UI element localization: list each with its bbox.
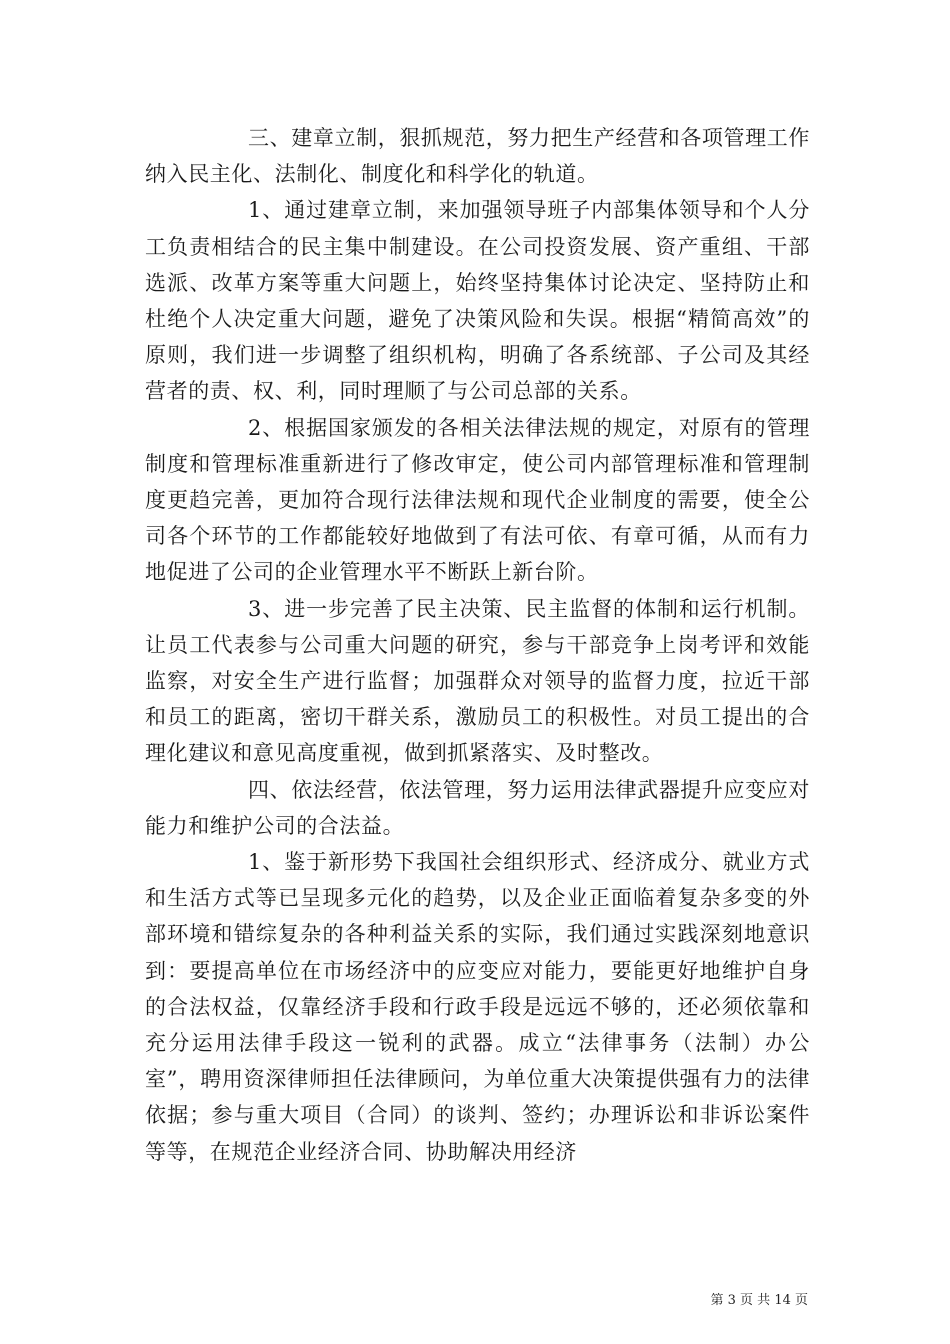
page-number: 第 3 页 共 14 页 bbox=[710, 1293, 808, 1308]
section-heading-4: 四、依法经营，依法管理，努力运用法律武器提升应变应对能力和维护公司的合法益。 bbox=[145, 777, 810, 838]
paragraph: 1、鉴于新形势下我国社会组织形式、经济成分、就业方式和生活方式等已呈现多元化的趋势，以及企业正面临着复杂多变的外部环境和错综复杂的各种利益关系的实际，我们通过实践深刻地意识到：要提高单位在市场经济中的应变应对能力，要能更好地维护自身的合法权益，仅靠经济手段和行政手段是远远不够的，还必须依靠和充分运用法律手段这一锐利的武器。成立“法律事务（法制）办公室”，聘用资深律师担任法律顾问，为单位重大决策提供强有力的法律依据；参与重大项目（合同）的谈判、签约；办理诉讼和非诉讼案件等等，在规范企业经济合同、协助解决用经济 bbox=[145, 850, 810, 1164]
document-body bbox=[145, 120, 810, 1170]
paragraph: 3、进一步完善了民主决策、民主监督的体制和运行机制。让员工代表参与公司重大问题的研究，参与干部竞争上岗考评和效能监察，对安全生产进行监督；加强群众对领导的监督力度，拉近干部和员工的距离，密切干群关系，激励员工的积极性。对员工提出的合理化建议和意见高度重视，做到抓紧落实、及时整改。 bbox=[145, 596, 810, 766]
paragraph: 1、通过建章立制，来加强领导班子内部集体领导和个人分工负责相结合的民主集中制建设。在公司投资发展、资产重组、干部选派、改革方案等重大问题上，始终坚持集体讨论决定、坚持防止和杜绝个人决定重大问题，避免了决策风险和失误。根据“精简高效”的原则，我们进一步调整了组织机构，明确了各系统部、子公司及其经营者的责、权、利，同时理顺了与公司总部的关系。 bbox=[145, 198, 810, 404]
section-heading-3: 三、建章立制，狠抓规范，努力把生产经营和各项管理工作纳入民主化、法制化、制度化和科学化的轨道。 bbox=[145, 126, 810, 187]
paragraph: 2、根据国家颁发的各相关法律法规的规定，对原有的管理制度和管理标准重新进行了修改审定，使公司内部管理标准和管理制度更趋完善，更加符合现行法律法规和现代企业制度的需要，使全公司各个环节的工作都能较好地做到了有法可依、有章可循，从而有力地促进了公司的企业管理水平不断跃上新台阶。 bbox=[145, 415, 810, 585]
